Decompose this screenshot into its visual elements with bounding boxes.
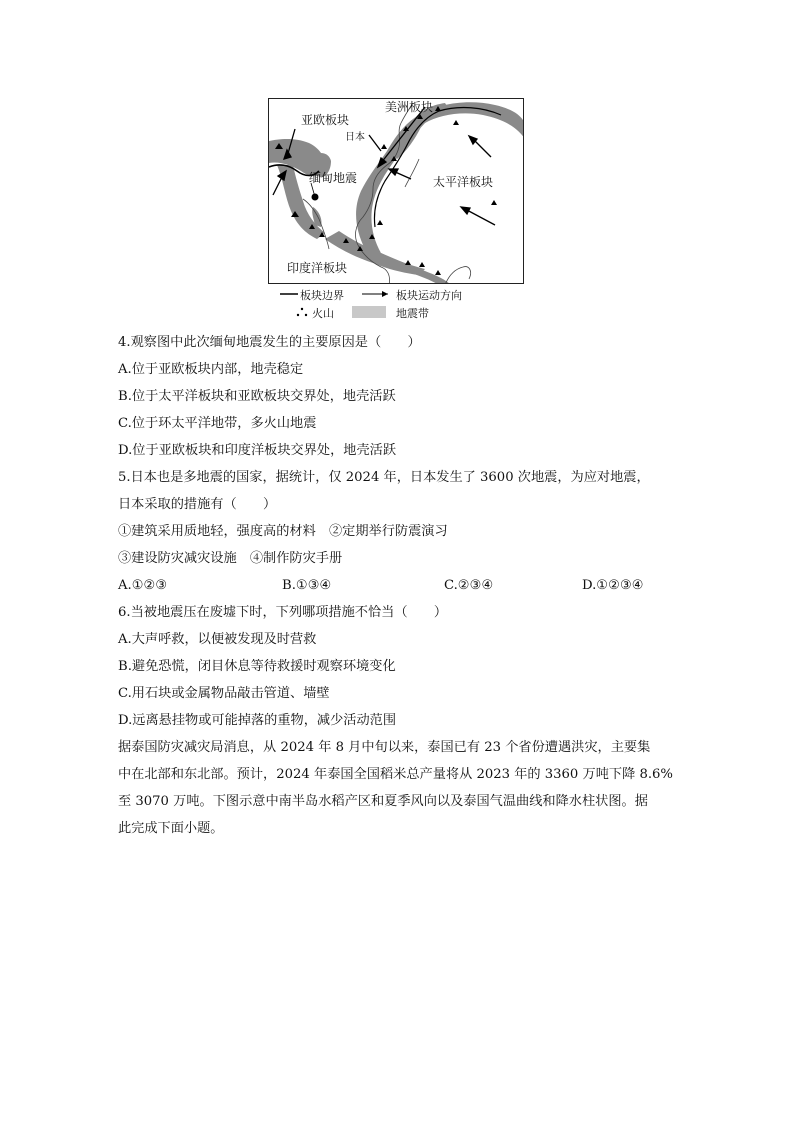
q5-stem-line2: 日本采取的措施有（ ） <box>118 497 277 512</box>
q6-option-c: C.用石块或金属物品敲击管道、墙壁 <box>118 686 330 701</box>
q4-stem: 4.观察图中此次缅甸地震发生的主要原因是（ ） <box>118 335 421 350</box>
label-american-plate: 美洲板块 <box>385 100 434 114</box>
q5-items-line2: ③建设防灾减灾设施 ④制作防灾手册 <box>118 551 343 566</box>
legend-belt: 地震带 <box>396 307 429 320</box>
q4-option-a: A.位于亚欧板块内部，地壳稳定 <box>118 362 304 377</box>
label-myanmar-quake: 缅甸地震 <box>309 171 358 185</box>
label-pacific-plate: 太平洋板块 <box>433 175 494 189</box>
label-japan: 日本 <box>345 132 365 143</box>
plate-map <box>268 98 524 284</box>
q6-option-d: D.远离悬挂物或可能掉落的重物，减少活动范围 <box>118 713 397 728</box>
legend-motion: 板块运动方向 <box>396 289 462 302</box>
passage-line-2: 中在北部和东北部。预计，2024 年泰国全国稻米总产量将从 2023 年的 3360 万吨下降 8.6% <box>118 767 673 782</box>
q5-items-line1: ①建筑采用质地轻，强度高的材料 ②定期举行防震演习 <box>118 524 448 539</box>
q5-option-d: D.①②③④ <box>582 578 644 593</box>
legend-volcano-icon <box>296 307 308 317</box>
q4-option-c: C.位于环太平洋地带，多火山地震 <box>118 416 317 431</box>
q5-option-c: C.②③④ <box>444 578 494 593</box>
q6-stem: 6.当被地震压在废墟下时，下列哪项措施不恰当（ ） <box>118 605 448 620</box>
passage-line-1: 据泰国防灾减灾局消息，从 2024 年 8 月中旬以来，泰国已有 23 个省份遭遇洪灾，主要集 <box>118 740 651 755</box>
legend-belt-swatch <box>352 306 386 318</box>
passage-line-3: 至 3070 万吨。下图示意中南半岛水稻产区和夏季风向以及泰国气温曲线和降水柱状图。据 <box>118 794 648 809</box>
seismic-belt-shapes <box>269 102 524 284</box>
q5-stem-line1: 5.日本也是多地震的国家，据统计，仅 2024 年，日本发生了 3600 次地震，为应对地震， <box>118 470 650 485</box>
q6-option-b: B.避免恐慌，闭目休息等待救援时观察环境变化 <box>118 659 396 674</box>
q5-option-b: B.①③④ <box>282 578 332 593</box>
q6-option-a: A.大声呼救，以便被发现及时营救 <box>118 632 317 647</box>
volcano-markers <box>275 106 497 275</box>
pacific-boundary-line <box>374 108 501 227</box>
label-indian-plate: 印度洋板块 <box>287 261 348 275</box>
label-eurasian-plate: 亚欧板块 <box>301 113 350 127</box>
q4-option-d: D.位于亚欧板块和印度洋板块交界处，地壳活跃 <box>118 443 397 458</box>
q4-option-b: B.位于太平洋板块和亚欧板块交界处，地壳活跃 <box>118 389 396 404</box>
legend-volcano: 火山 <box>312 307 334 320</box>
q5-option-a: A.①②③ <box>118 578 168 593</box>
passage-line-4: 此完成下面小题。 <box>118 821 224 836</box>
legend-boundary: 板块边界 <box>300 289 344 302</box>
